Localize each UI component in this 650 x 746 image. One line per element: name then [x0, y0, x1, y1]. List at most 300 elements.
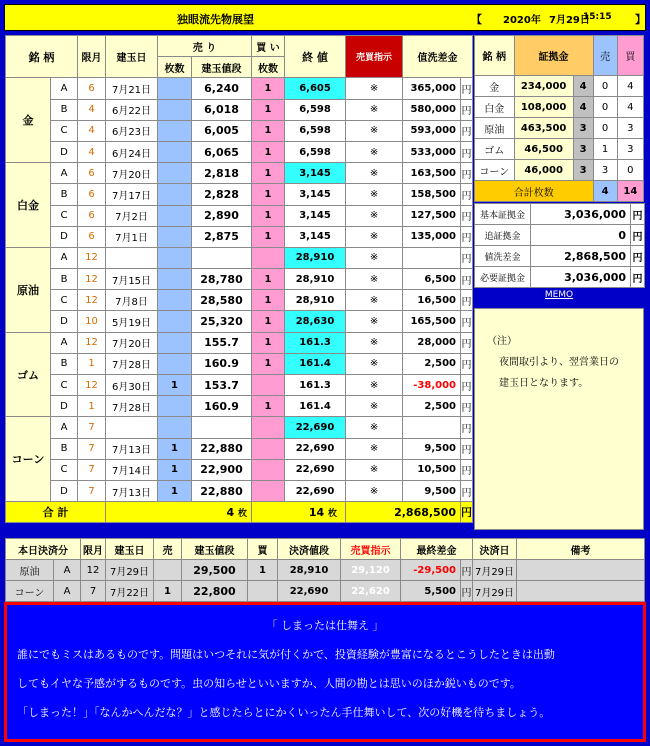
summary-table [474, 203, 645, 288]
contract-code: C [51, 375, 78, 396]
settle-code: A [54, 581, 81, 602]
sell-count [158, 247, 192, 268]
diff-unit: 円 [461, 205, 473, 226]
buy-count: 1 [252, 141, 285, 162]
contract-code: C [51, 290, 78, 311]
settle-brand: コーン [6, 581, 54, 602]
total-buy-unit: 枚 [328, 508, 338, 519]
sell-count [158, 78, 192, 99]
contract-code: C [51, 205, 78, 226]
contract-code: D [51, 226, 78, 247]
summary-label: 追証拠金 [475, 225, 531, 246]
settle-buy: 1 [248, 560, 278, 581]
open-price: 22,880 [192, 438, 252, 459]
open-price: 25,320 [192, 311, 252, 332]
side-sell: 0 [593, 118, 617, 139]
sell-count [158, 269, 192, 290]
side-sell: 0 [593, 97, 617, 118]
limit-month: 7 [78, 438, 106, 459]
diff-value [403, 247, 461, 268]
settle-price: 22,800 [182, 581, 248, 602]
summary-label: 必要証拠金 [475, 267, 531, 288]
open-price: 2,875 [192, 226, 252, 247]
table-row [6, 141, 473, 162]
open-price: 2,828 [192, 184, 252, 205]
open-price: 6,005 [192, 120, 252, 141]
settle-sell [154, 560, 182, 581]
diff-value: 158,500 [403, 184, 461, 205]
settle-header-final: 最終差金 [401, 539, 473, 560]
diff-value: 533,000 [403, 141, 461, 162]
buy-count: 1 [252, 269, 285, 290]
side-sell: 1 [593, 139, 617, 160]
summary-label: 基本証拠金 [475, 204, 531, 225]
close-price: 3,145 [285, 163, 346, 184]
open-date: 7月28日 [106, 396, 158, 417]
close-price: 161.3 [285, 375, 346, 396]
table-row [6, 290, 473, 311]
contract-code: B [51, 269, 78, 290]
open-date: 5月19日 [106, 311, 158, 332]
title-bracket-right: 】 [635, 13, 646, 26]
close-price: 6,598 [285, 120, 346, 141]
table-row [475, 160, 644, 181]
diff-unit: 円 [461, 375, 473, 396]
open-date: 7月20日 [106, 163, 158, 184]
table-row [6, 163, 473, 184]
limit-month: 12 [78, 247, 106, 268]
side-margin: 46,000 [514, 160, 573, 181]
diff-value: 16,500 [403, 290, 461, 311]
diff-unit: 円 [461, 332, 473, 353]
limit-month: 7 [78, 459, 106, 480]
buy-count: 1 [252, 120, 285, 141]
contract-code: A [51, 78, 78, 99]
diff-value: 6,500 [403, 269, 461, 290]
limit-month: 12 [78, 375, 106, 396]
diff-unit: 円 [461, 141, 473, 162]
diff-unit: 円 [461, 438, 473, 459]
positions-table [5, 35, 473, 523]
open-date [106, 247, 158, 268]
side-header-sell: 売 [593, 36, 617, 76]
sell-count [158, 417, 192, 438]
title-bracket-left: 【 [471, 13, 482, 26]
summary-value: 2,868,500 [531, 246, 631, 267]
buy-count: 1 [252, 99, 285, 120]
close-price: 28,910 [285, 290, 346, 311]
table-row [6, 560, 645, 581]
buy-count: 1 [252, 332, 285, 353]
close-price: 22,690 [285, 459, 346, 480]
close-price: 22,690 [285, 438, 346, 459]
table-row [475, 97, 644, 118]
open-price: 28,580 [192, 290, 252, 311]
side-total-buy: 14 [617, 181, 643, 202]
diff-unit: 円 [461, 480, 473, 501]
sell-count: 1 [158, 438, 192, 459]
sell-count [158, 205, 192, 226]
side-brand: 金 [475, 76, 515, 97]
close-price: 28,910 [285, 247, 346, 268]
open-price: 155.7 [192, 332, 252, 353]
diff-value: 580,000 [403, 99, 461, 120]
buy-count: 1 [252, 311, 285, 332]
instruction: ※ [346, 247, 403, 268]
open-price: 6,065 [192, 141, 252, 162]
title-date: 7月29日 [549, 15, 590, 26]
diff-value: 135,000 [403, 226, 461, 247]
buy-count: 1 [252, 78, 285, 99]
diff-unit: 円 [461, 290, 473, 311]
close-price: 3,145 [285, 226, 346, 247]
diff-unit: 円 [461, 459, 473, 480]
sell-count [158, 163, 192, 184]
page-title: 独眼流先物展望 [177, 13, 254, 26]
brand-name: ゴム [6, 332, 51, 417]
table-row [6, 375, 473, 396]
table-row [6, 581, 645, 602]
close-price: 6,598 [285, 99, 346, 120]
header-brand: 銘 柄 [6, 36, 78, 78]
diff-unit: 円 [461, 184, 473, 205]
header-close: 終 値 [285, 36, 346, 78]
close-price: 22,690 [285, 417, 346, 438]
side-brand: 原油 [475, 118, 515, 139]
open-price: 22,900 [192, 459, 252, 480]
open-date: 7月28日 [106, 353, 158, 374]
settle-settle-date: 7月29日 [473, 560, 517, 581]
memo-line: 夜間取引より、翌営業日の [499, 357, 619, 368]
settle-limit: 7 [81, 581, 106, 602]
limit-month: 7 [78, 480, 106, 501]
summary-row [475, 267, 645, 288]
side-buy: 3 [617, 118, 643, 139]
side-margin: 234,000 [514, 76, 573, 97]
open-date: 6月24日 [106, 141, 158, 162]
side-buy: 0 [617, 160, 643, 181]
open-price: 153.7 [192, 375, 252, 396]
table-row [6, 396, 473, 417]
settle-final: 5,500 [401, 581, 461, 602]
settle-header-price: 建玉値段 [182, 539, 248, 560]
buy-count: 1 [252, 226, 285, 247]
open-date: 7月17日 [106, 184, 158, 205]
instruction: ※ [346, 332, 403, 353]
buy-count: 1 [252, 184, 285, 205]
instruction: ※ [346, 78, 403, 99]
contract-code: B [51, 353, 78, 374]
summary-row [475, 225, 645, 246]
total-sell-unit: 枚 [238, 508, 248, 519]
instruction: ※ [346, 480, 403, 501]
table-row [475, 76, 644, 97]
diff-unit: 円 [461, 311, 473, 332]
close-price: 28,910 [285, 269, 346, 290]
settle-header-note: 備考 [517, 539, 645, 560]
diff-unit: 円 [461, 99, 473, 120]
side-sell: 0 [593, 76, 617, 97]
diff-value: 9,500 [403, 438, 461, 459]
close-price: 22,690 [285, 480, 346, 501]
instruction: ※ [346, 163, 403, 184]
table-row [475, 139, 644, 160]
memo-title[interactable]: MEMO [544, 290, 574, 300]
table-row [6, 459, 473, 480]
side-count: 3 [573, 160, 593, 181]
open-date [106, 417, 158, 438]
total-sell: 4 [226, 505, 235, 519]
instruction: ※ [346, 184, 403, 205]
limit-month: 6 [78, 205, 106, 226]
settle-header-buy: 買 [248, 539, 278, 560]
diff-unit: 円 [461, 396, 473, 417]
side-brand: 白金 [475, 97, 515, 118]
settle-final: -29,500 [401, 560, 461, 581]
table-row [6, 78, 473, 99]
settle-header-sell: 売 [154, 539, 182, 560]
sell-count [158, 396, 192, 417]
side-header-brand: 銘 柄 [475, 36, 515, 76]
sell-count [158, 99, 192, 120]
side-count: 4 [573, 97, 593, 118]
sell-count: 1 [158, 480, 192, 501]
title-bar [4, 4, 646, 31]
side-header-buy: 買 [617, 36, 643, 76]
side-total-sell: 4 [593, 181, 617, 202]
settle-limit: 12 [81, 560, 106, 581]
sell-count: 1 [158, 459, 192, 480]
diff-value: 365,000 [403, 78, 461, 99]
contract-code: B [51, 438, 78, 459]
settle-header-date: 建玉日 [106, 539, 154, 560]
buy-count [252, 247, 285, 268]
sell-count [158, 290, 192, 311]
limit-month: 12 [78, 332, 106, 353]
settle-instruction: 29,120 [341, 560, 401, 581]
close-price: 6,598 [285, 141, 346, 162]
table-row [6, 417, 473, 438]
diff-unit: 円 [461, 353, 473, 374]
settle-unit: 円 [461, 560, 473, 581]
table-row [6, 226, 473, 247]
settle-code: A [54, 560, 81, 581]
open-date: 7月14日 [106, 459, 158, 480]
open-price: 160.9 [192, 396, 252, 417]
side-margin: 463,500 [514, 118, 573, 139]
settle-header-brand: 本日決済分 [6, 539, 81, 560]
memo-box [474, 308, 644, 530]
contract-code: D [51, 480, 78, 501]
close-price: 3,145 [285, 184, 346, 205]
open-date: 7月15日 [106, 269, 158, 290]
diff-unit: 円 [461, 226, 473, 247]
title-time: 15:15 [583, 12, 612, 22]
side-margin: 46,500 [514, 139, 573, 160]
open-date: 7月20日 [106, 332, 158, 353]
diff-value: -38,000 [403, 375, 461, 396]
memo-line: （注） [487, 336, 517, 347]
limit-month: 6 [78, 78, 106, 99]
side-buy: 4 [617, 97, 643, 118]
diff-value: 165,500 [403, 311, 461, 332]
title-year: 2020年 [503, 15, 541, 26]
header-buy-count: 枚数 [252, 57, 285, 78]
instruction: ※ [346, 311, 403, 332]
sell-count [158, 311, 192, 332]
contract-code: C [51, 120, 78, 141]
table-row [6, 438, 473, 459]
table-row [6, 205, 473, 226]
settle-header-settle-price: 決済値段 [278, 539, 341, 560]
buy-count: 1 [252, 205, 285, 226]
instruction: ※ [346, 438, 403, 459]
table-row [6, 269, 473, 290]
side-brand: コーン [475, 160, 515, 181]
side-total-label: 合計枚数 [475, 181, 594, 202]
close-price: 28,630 [285, 311, 346, 332]
limit-month: 10 [78, 311, 106, 332]
side-buy: 3 [617, 139, 643, 160]
diff-unit: 円 [461, 417, 473, 438]
settle-close: 28,910 [278, 560, 341, 581]
contract-code: A [51, 417, 78, 438]
buy-count [252, 438, 285, 459]
side-sell: 3 [593, 160, 617, 181]
message-line: 「しまった！」「なんかへんだな？」と感じたらとにかくいったん手仕舞いして、次の好機を待ちましょう。 [17, 706, 551, 719]
close-price: 3,145 [285, 205, 346, 226]
sell-count [158, 332, 192, 353]
settle-buy [248, 581, 278, 602]
header-sell: 売 り [158, 36, 252, 57]
buy-count: 1 [252, 290, 285, 311]
sell-count [158, 120, 192, 141]
diff-value: 9,500 [403, 480, 461, 501]
margin-table [474, 35, 644, 202]
open-date: 7月8日 [106, 290, 158, 311]
settle-header-limit: 限月 [81, 539, 106, 560]
brand-name: コーン [6, 417, 51, 502]
table-row [6, 332, 473, 353]
limit-month: 6 [78, 163, 106, 184]
side-count: 4 [573, 76, 593, 97]
open-date: 6月22日 [106, 99, 158, 120]
limit-month: 7 [78, 417, 106, 438]
close-price: 6,605 [285, 78, 346, 99]
instruction: ※ [346, 99, 403, 120]
summary-value: 0 [531, 225, 631, 246]
summary-label: 値洗差金 [475, 246, 531, 267]
open-price: 6,018 [192, 99, 252, 120]
settle-unit: 円 [461, 581, 473, 602]
limit-month: 4 [78, 120, 106, 141]
settle-note [517, 560, 645, 581]
diff-value: 2,500 [403, 353, 461, 374]
settle-settle-date: 7月29日 [473, 581, 517, 602]
settle-note [517, 581, 645, 602]
table-row [6, 184, 473, 205]
open-date: 7月13日 [106, 480, 158, 501]
settle-instruction: 22,620 [341, 581, 401, 602]
summary-row [475, 246, 645, 267]
limit-month: 6 [78, 184, 106, 205]
open-price: 22,880 [192, 480, 252, 501]
table-row [6, 311, 473, 332]
open-date: 6月23日 [106, 120, 158, 141]
open-price [192, 247, 252, 268]
open-price: 28,780 [192, 269, 252, 290]
diff-value: 2,500 [403, 396, 461, 417]
close-price: 161.4 [285, 353, 346, 374]
side-count: 3 [573, 139, 593, 160]
instruction: ※ [346, 459, 403, 480]
instruction: ※ [346, 290, 403, 311]
sell-count [158, 353, 192, 374]
sell-count [158, 184, 192, 205]
brand-name: 原油 [6, 247, 51, 332]
buy-count [252, 459, 285, 480]
open-price: 2,818 [192, 163, 252, 184]
instruction: ※ [346, 141, 403, 162]
summary-row [475, 204, 645, 225]
open-date: 7月1日 [106, 226, 158, 247]
header-limit: 限月 [78, 36, 106, 78]
total-label: 合 計 [6, 502, 106, 523]
table-row [6, 480, 473, 501]
instruction: ※ [346, 269, 403, 290]
diff-value [403, 417, 461, 438]
open-date: 7月21日 [106, 78, 158, 99]
contract-code: D [51, 311, 78, 332]
header-instruction: 売買指示 [346, 36, 403, 78]
instruction: ※ [346, 226, 403, 247]
table-row [6, 247, 473, 268]
instruction: ※ [346, 396, 403, 417]
side-count: 3 [573, 118, 593, 139]
table-row [475, 118, 644, 139]
buy-count: 1 [252, 396, 285, 417]
settle-close: 22,690 [278, 581, 341, 602]
table-row [6, 99, 473, 120]
contract-code: D [51, 396, 78, 417]
open-price [192, 417, 252, 438]
settle-date: 7月29日 [106, 560, 154, 581]
settle-date: 7月22日 [106, 581, 154, 602]
open-date: 7月2日 [106, 205, 158, 226]
total-buy: 14 [308, 505, 325, 519]
sell-count [158, 226, 192, 247]
contract-code: A [51, 332, 78, 353]
summary-unit: 円 [631, 225, 645, 246]
sell-count [158, 141, 192, 162]
open-price: 6,240 [192, 78, 252, 99]
instruction: ※ [346, 120, 403, 141]
header-sell-count: 枚数 [158, 57, 192, 78]
contract-code: C [51, 459, 78, 480]
side-header-margin: 証拠金 [514, 36, 593, 76]
limit-month: 4 [78, 99, 106, 120]
contract-code: A [51, 247, 78, 268]
open-date: 7月13日 [106, 438, 158, 459]
diff-unit: 円 [461, 163, 473, 184]
side-buy: 4 [617, 76, 643, 97]
contract-code: B [51, 99, 78, 120]
table-row [6, 353, 473, 374]
summary-value: 3,036,000 [531, 267, 631, 288]
diff-value: 593,000 [403, 120, 461, 141]
side-margin: 108,000 [514, 97, 573, 118]
limit-month: 1 [78, 396, 106, 417]
